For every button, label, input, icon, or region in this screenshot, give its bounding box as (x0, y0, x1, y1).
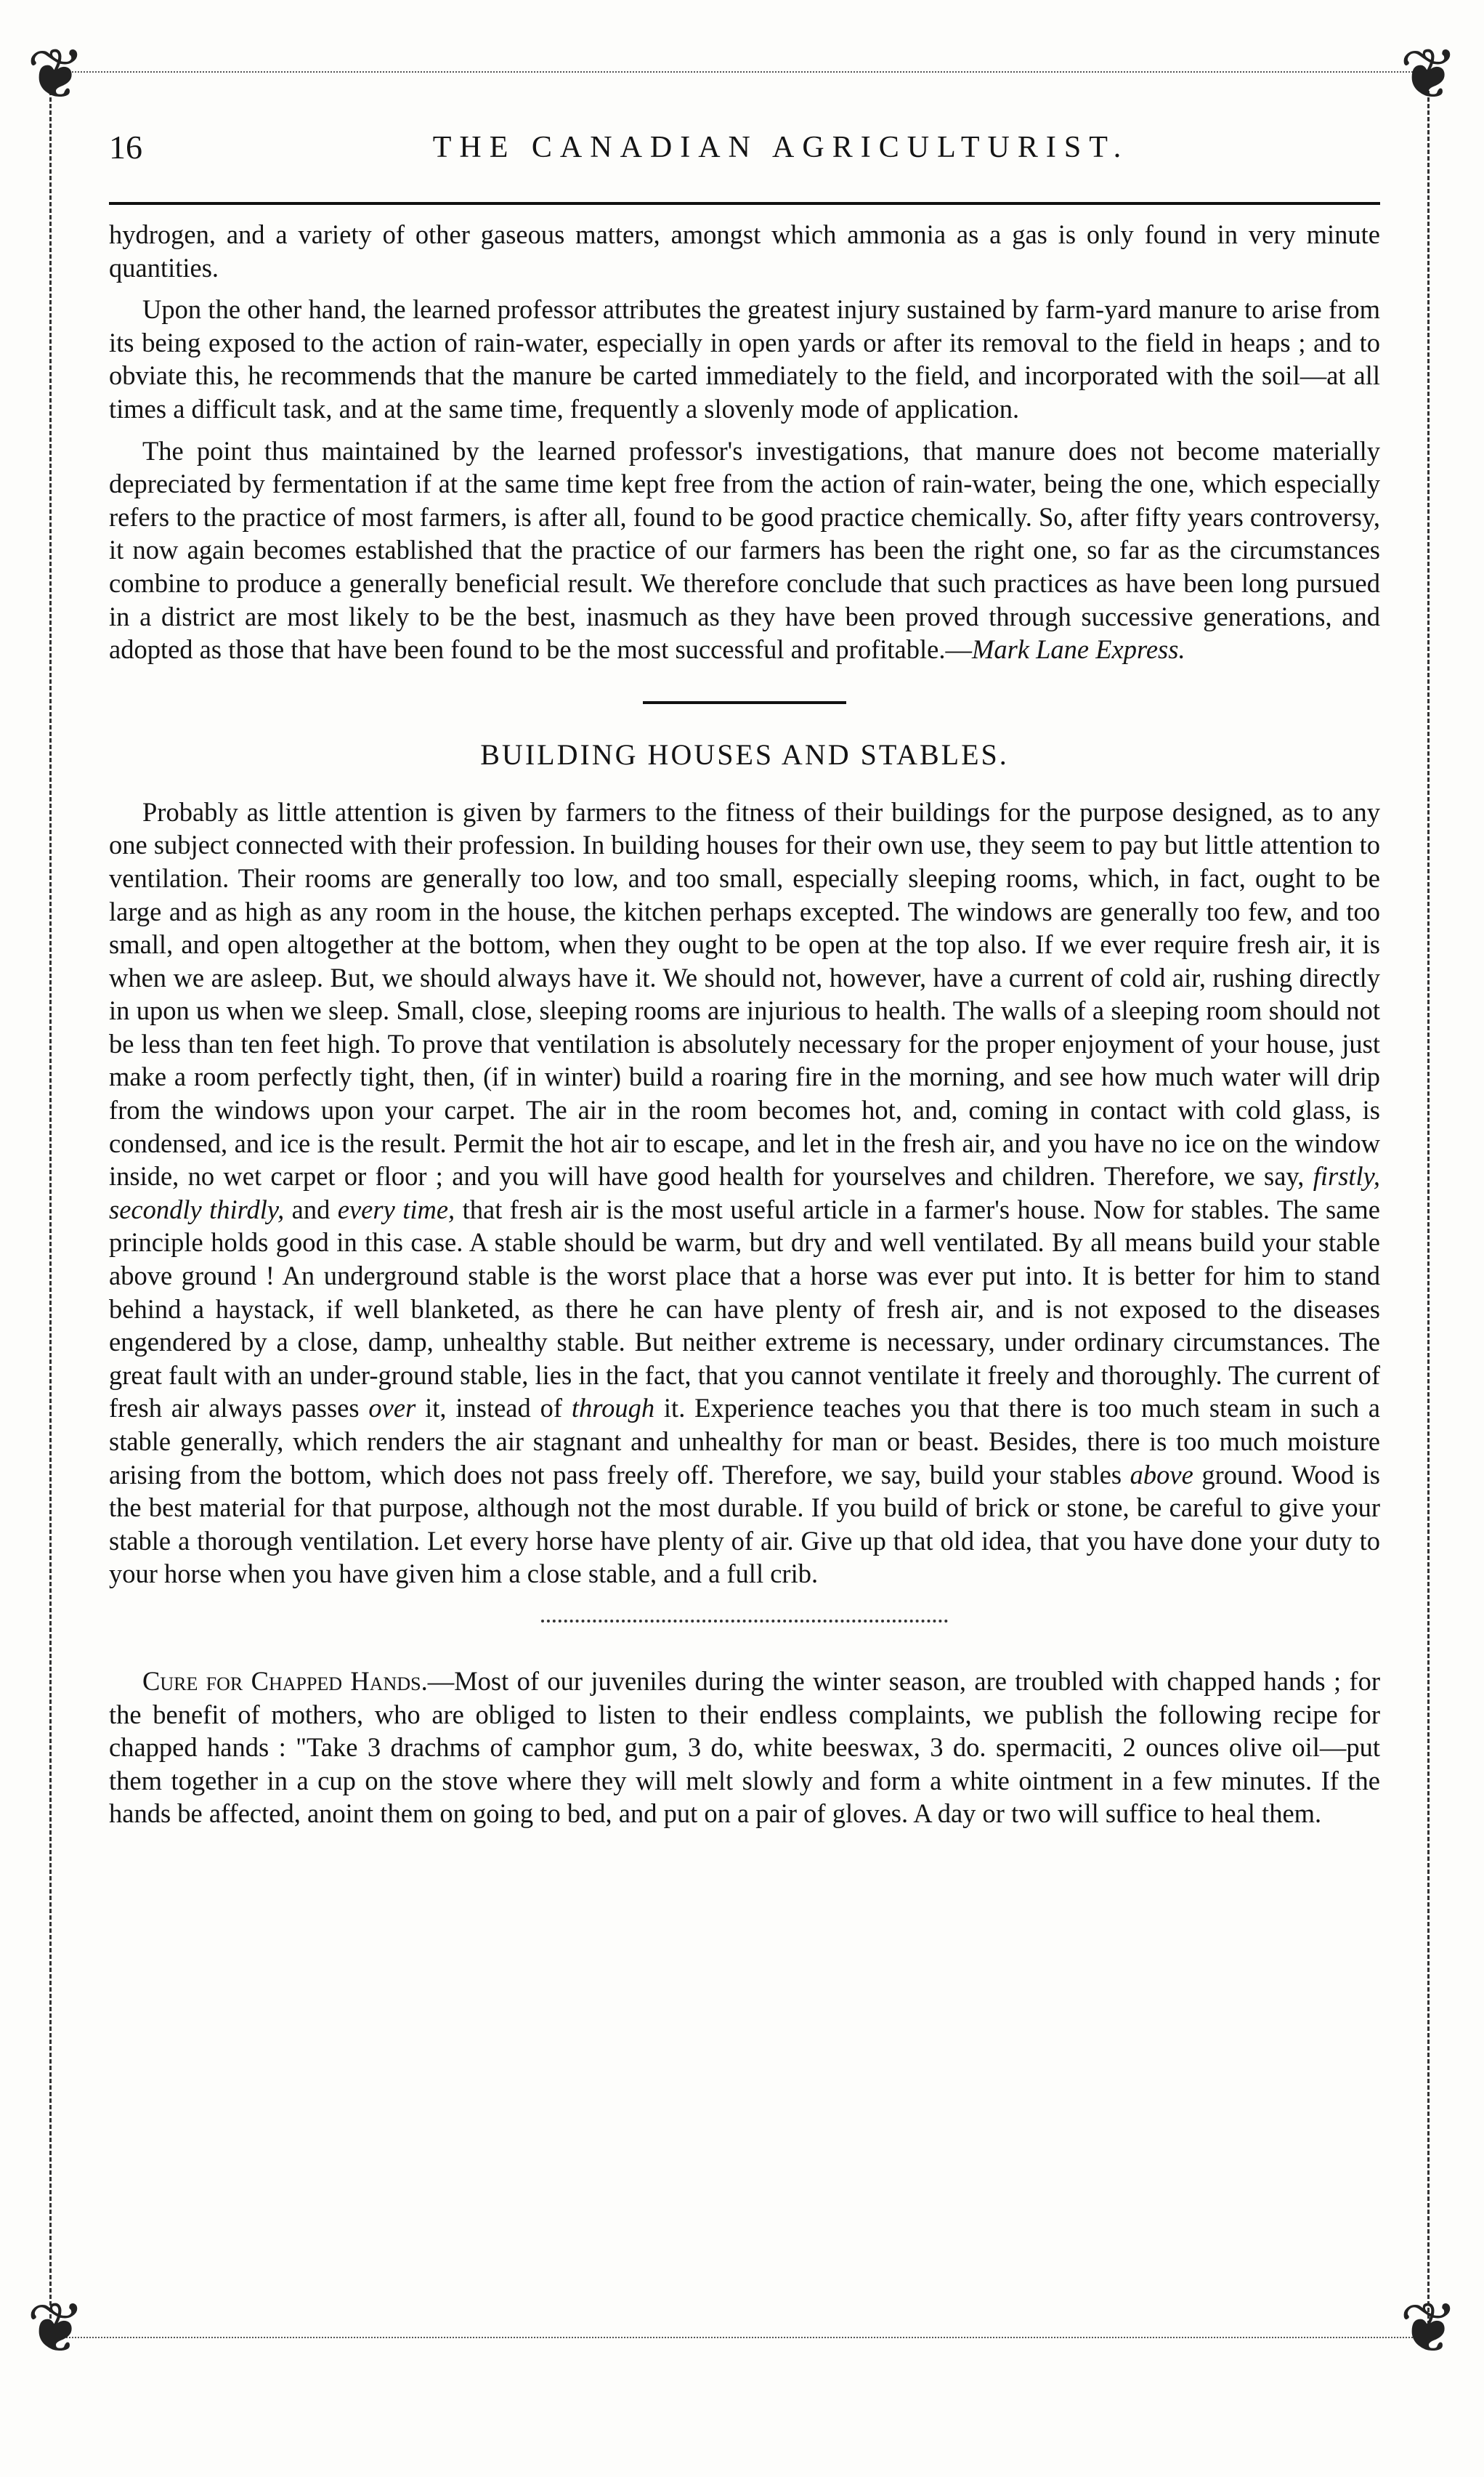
floral-ornament-icon: ❦ (26, 36, 86, 113)
article-text: and (284, 1194, 338, 1224)
section-divider (643, 701, 846, 704)
article-lead-in: Cure for Chapped Hands. (142, 1665, 428, 1696)
dotted-divider (541, 1620, 948, 1623)
article-text: that fresh air is the most useful article in a farmer's house. Now for stables. The same principle holds good in this case. A stable should be warm, but dry and well ventilated. By all means build your stable above ground ! An underground stable is the worst place that a horse was ever put into. It is better for him to stand behind a haystack, if well blanketed, as there he can have plenty of fresh air, and is not exposed to the diseases engendered by a close, damp, unhealthy stable. But neither extreme is necessary, under ordinary circumstances. The great fault with an under-ground stable, lies in the fact, that you cannot ventilate it freely and thoroughly. The current of fresh air always passes (109, 1194, 1380, 1423)
header-rule (109, 202, 1380, 205)
article-text: it. Experience teaches you that there is too much steam in such a stable generally, which renders the air stagnant and unhealthy for man or beast. Besides, there is too much moisture arising from the bottom, which does not pass freely off. Therefore, we say, build your stables (109, 1393, 1380, 1490)
emphasis: over (368, 1393, 416, 1423)
source-citation: Mark Lane Express. (971, 634, 1185, 665)
emphasis: through (571, 1393, 655, 1423)
floral-ornament-icon: ❦ (26, 2290, 86, 2367)
running-head (109, 122, 1380, 173)
article-paragraph: Upon the other hand, the learned professor attributes the greatest injury sustained by farm-yard manure to arise from its being exposed to the action of rain-water, especially in open yards or after its removal to the field in heaps ; and to obviate this, he recommends that the manure be carted immediately to the field, and incorporated with the soil—at all times a difficult task, and at the same time, frequently a slovenly mode of application. (109, 294, 1380, 424)
floral-ornament-icon: ❦ (1399, 2290, 1459, 2367)
journal-title: THE CANADIAN AGRICULTURIST. (432, 131, 1130, 164)
article-paragraph (109, 796, 1380, 1591)
article-text: it, instead of (415, 1393, 572, 1423)
section-heading: BUILDING HOUSES AND STABLES. (480, 738, 1009, 771)
page-number: 16 (109, 129, 142, 166)
page-body (109, 218, 1380, 1839)
emphasis: every time, (337, 1194, 455, 1224)
emphasis: firstly, secondly thirdly, (109, 1161, 1380, 1224)
article-continuation-paragraph: hydrogen, and a variety of other gaseous matters, amongst which ammonia as a gas is only found in very minute quantities. (109, 219, 1380, 283)
article-text: The point thus maintained by the learned professor's investigations, that manure does not become materially depreciated by fermentation if at the same time kept free from the action of rain-water, being the one, which especially refers to the practice of most farmers, is after all, found to be good practice chemically. So, after fifty years controversy, it now again becomes established that the practice of our farmers has been the right one, so far as the circumstances combine to produce a generally beneficial result. We therefore conclude that such practices as have been long pursued in a district are most likely to be the best, inasmuch as they have been proved through successive generations, and adopted as those that have been found to be the most successful and profitable.— (109, 435, 1380, 665)
article-paragraph (109, 1665, 1380, 1830)
article-text: —Most of our juveniles during the winter season, are troubled with chapped hands ; for the benefit of mothers, who are obliged to listen to their endless complaints, we publish the following recipe for chapped hands : "Take 3 drachms of camphor gum, 3 do, white beeswax, 3 do. spermaciti, 2 ounces olive oil—put them together in a cup on the stove where they will melt slowly and form a white ointment in a few minutes. If the hands be affected, anoint them on going to bed, and put on a pair of gloves. A day or two will suffice to heal them. (109, 1665, 1380, 1829)
floral-ornament-icon: ❦ (1399, 36, 1459, 113)
emphasis: above (1130, 1459, 1193, 1490)
article-text: Probably as little attention is given by farmers to the fitness of their buildings for the purpose designed, as to any one subject connected with their profession. In building houses for their own use, they seem to pay but little attention to ventilation. Their rooms are generally too low, and too small, especially sleeping rooms, which, in fact, ought to be large and as high as any room in the house, the kitchen perhaps excepted. The windows are generally too few, and too small, and open altogether at the bottom, when they ought to be open at the top also. If we ever require fresh air, it is when we are asleep. But, we should always have it. We should not, however, have a current of cold air, rushing directly in upon us when we sleep. Small, close, sleeping rooms are injurious to health. The walls of a sleeping room should not be less than ten feet high. To prove that ventilation is absolutely necessary for the proper enjoyment of your house, just make a room perfectly tight, then, (if in winter) build a roaring fire in the morning, and see how much water will drip from the windows upon your carpet. The air in the room becomes hot, and, coming in contact with cold glass, is condensed, and ice is the result. Permit the hot air to escape, and let in the fresh air, and you have no ice on the window inside, no wet carpet or floor ; and you will have good health for yourselves and children. Therefore, we say, (109, 796, 1380, 1192)
article-paragraph (109, 435, 1380, 666)
article-text: ground. Wood is the best material for that purpose, although not the most durable. If you build of brick or stone, be careful to give your stable a thorough ventilation. Let every horse have plenty of air. Give up that old idea, that you have done your duty to your horse when you have given him a close stable, and a full crib. (109, 1459, 1380, 1589)
